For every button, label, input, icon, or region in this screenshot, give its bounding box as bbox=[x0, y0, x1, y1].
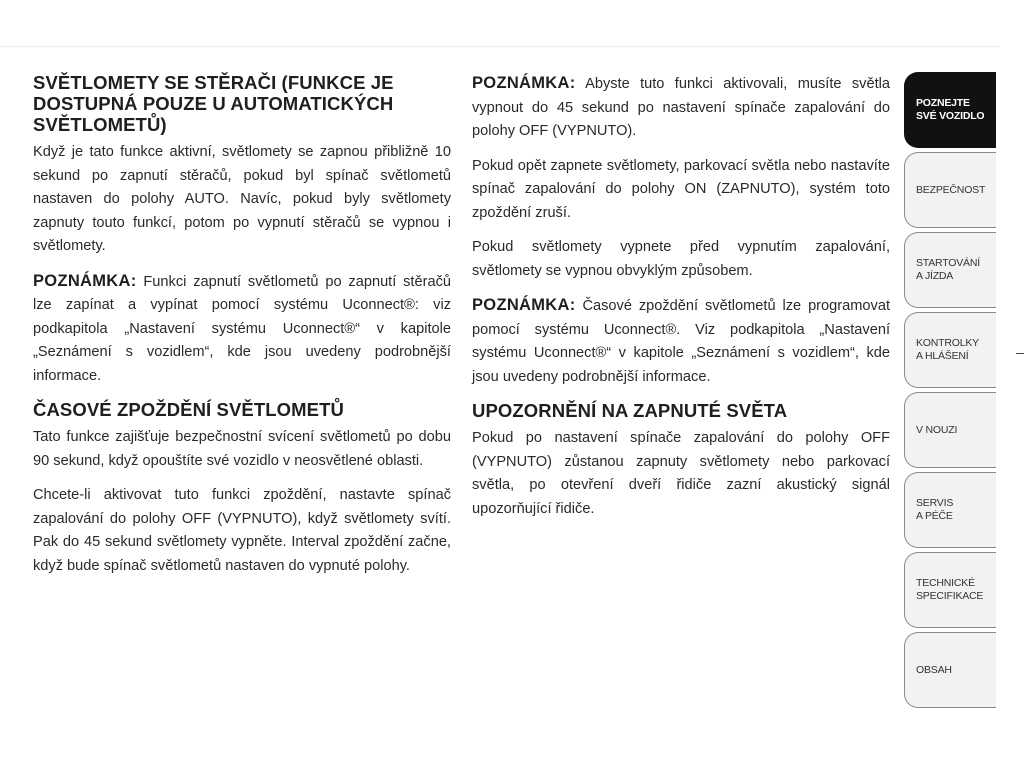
tab-contents[interactable]: OBSAH bbox=[904, 632, 996, 708]
note-paragraph-programming bbox=[472, 294, 890, 389]
tab-emergency[interactable]: V NOUZI bbox=[904, 392, 996, 468]
note-label: POZNÁMKA: bbox=[472, 74, 576, 92]
note-text: Časové zpoždění světlometů lze programovat pomocí systému Uconnect®. Viz podkapitola „Nastavení systému Uconnect®“ v kapitole „Seznámení s vozidlem“, kde jsou uvedeny podrobnější informace. bbox=[472, 298, 890, 385]
page-right-margin bbox=[1000, 46, 1024, 768]
chapter-tab-nav bbox=[904, 72, 1000, 708]
paragraph-delay-cancel: Pokud opět zapnete světlomety, parkovací světla nebo nastavíte spínač zapalování do polohy ON (ZAPNUTO), systém toto zpoždění zruší. bbox=[472, 157, 890, 221]
section-paragraph-headlight-delay-2: Chcete-li aktivovat tuto funkci zpoždění, nastavte spínač zapalování do polohy OFF (VYPNUTO), když světlomety svítí. Pak do 45 sekund světlomety vypněte. Interval zpoždění začne, když bude spínač světlometů nastaven do vypnuté polohy. bbox=[33, 487, 451, 574]
tab-safety[interactable]: BEZPEČNOST bbox=[904, 152, 996, 228]
left-column bbox=[33, 72, 451, 589]
tab-service-care[interactable]: SERVIS A PÉČE bbox=[904, 472, 996, 548]
tab-starting-driving[interactable]: STARTOVÁNÍ A JÍZDA bbox=[904, 232, 996, 308]
note-label: POZNÁMKA: bbox=[33, 271, 137, 290]
tab-technical-specs[interactable]: TECHNICKÉ SPECIFIKACE bbox=[904, 552, 996, 628]
tab-warning-lights[interactable]: KONTROLKY A HLÁŠENÍ bbox=[904, 312, 996, 388]
tab-know-your-vehicle[interactable]: POZNEJTE SVÉ VOZIDLO bbox=[904, 72, 996, 148]
note-text: Abyste tuto funkci aktivovali, musíte světla vypnout do 45 sekund po nastavení spínače zapalování do polohy OFF (VYPNUTO). bbox=[472, 76, 890, 139]
note-paragraph-wipers bbox=[33, 270, 451, 389]
section-paragraph-headlights-wipers: Když je tato funkce aktivní, světlomety se zapnou přibližně 10 sekund po zapnutí stěračů, pokud byl spínač světlometů nastaven do polohy AUTO. Navíc, pokud byly světlomety zapnuty touto funkcí, potom po vypnutí stěračů se vypnou i světlomety. bbox=[33, 144, 451, 254]
section-title-lights-on-warning: UPOZORNĚNÍ NA ZAPNUTÉ SVĚTA bbox=[472, 400, 788, 421]
top-divider bbox=[0, 46, 1000, 47]
page-edge-marker bbox=[1016, 353, 1024, 354]
section-paragraph-lights-on-warning: Pokud po nastavení spínače zapalování do polohy OFF (VYPNUTO) zůstanou zapnuty světlomety nebo parkovací světla, po otevření dveří řidiče zazní akustický signál upozorňující řidiče. bbox=[472, 430, 890, 517]
note-text: Funkci zapnutí světlometů po zapnutí stěračů lze zapínat a vypínat pomocí systému Uconnect®: viz podkapitola „Nastavení systému Uconnect®“ v kapitole „Seznámení s vozidlem“, kde jsou uvedeny podrobnější informace. bbox=[33, 273, 451, 384]
note-paragraph-activation bbox=[472, 72, 890, 144]
section-title-headlights-wipers: SVĚTLOMETY SE STĚRAČI (FUNKCE JE DOSTUPNÁ POUZE U AUTOMATICKÝCH SVĚTLOMETŮ) bbox=[33, 72, 394, 135]
section-paragraph-headlight-delay-1: Tato funkce zajišťuje bezpečnostní svícení světlometů po dobu 90 sekund, když opouštíte své vozidlo v neosvětlené oblasti. bbox=[33, 429, 451, 469]
right-column bbox=[472, 72, 890, 532]
note-label: POZNÁMKA: bbox=[472, 296, 576, 314]
paragraph-normal-off: Pokud světlomety vypnete před vypnutím zapalování, světlomety se vypnou obvyklým způsobem. bbox=[472, 239, 890, 279]
section-title-headlight-delay: ČASOVÉ ZPOŽDĚNÍ SVĚTLOMETŮ bbox=[33, 399, 344, 420]
